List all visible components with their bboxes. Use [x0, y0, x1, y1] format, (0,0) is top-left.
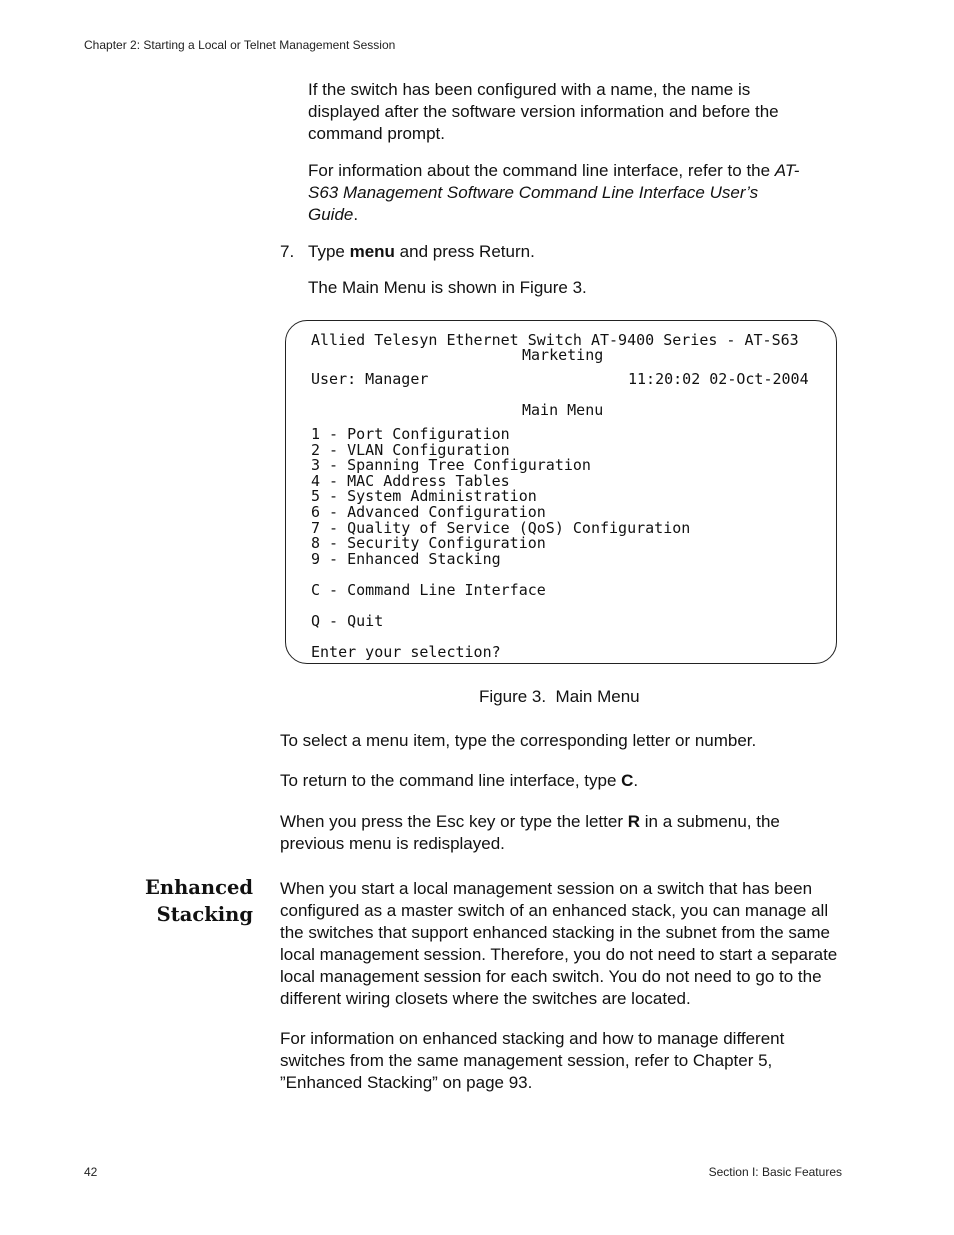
- step-7-post: and press Return.: [394, 242, 535, 261]
- screen-menu-title: Main Menu: [522, 401, 604, 419]
- intro-text-2: For information about the command line interface, refer to the: [308, 161, 775, 180]
- section-paragraph-2: For information on enhanced stacking and how to manage different switches from the same management session, refer to Chapter 5, ”Enhanced Stacking” on page 93.: [280, 1029, 785, 1092]
- menu-command: menu: [349, 242, 395, 261]
- section-paragraph-1: When you start a local management session on a switch that has been configured as a master switch of an enhanced stack, you can manage all the switches that support enhanced stacking in the subnet from the same local management session. Therefore, you do not need to start a separate local management session for each switch. You do not need to go to the different wiring closets where the switches are located.: [280, 879, 838, 1008]
- return-pre: To return to the command line interface, type: [280, 771, 622, 790]
- screen-timestamp: 11:20:02 02-Oct-2004: [628, 370, 809, 388]
- menu-item-port-config[interactable]: 1 - Port Configuration: [311, 425, 510, 443]
- step-7-text: [308, 241, 535, 263]
- return-instruction: [280, 770, 638, 792]
- screen-title-line: Allied Telesyn Ethernet Switch AT-9400 Series - AT-S63: [311, 331, 799, 349]
- menu-item-mac-tables[interactable]: 4 - MAC Address Tables: [311, 471, 510, 490]
- section-heading-line-2: Stacking: [156, 903, 253, 926]
- screen-menu-list: [311, 427, 690, 567]
- menu-item-vlan-config[interactable]: 2 - VLAN Configuration: [311, 440, 510, 459]
- select-instruction: To select a menu item, type the corresponding letter or number.: [280, 731, 757, 750]
- menu-item-qos-config[interactable]: 7 - Quality of Service (QoS) Configuration: [311, 518, 691, 537]
- intro-text-1: If the switch has been configured with a name, the name is displayed after the software version information and before the command prompt.: [308, 80, 779, 143]
- menu-item-cli[interactable]: C - Command Line Interface: [311, 581, 546, 599]
- screen-switch-name: Marketing: [522, 346, 604, 364]
- step-7-result: The Main Menu is shown in Figure 3.: [308, 278, 587, 297]
- return-key: C: [621, 771, 634, 790]
- return-post: .: [633, 771, 639, 790]
- selection-prompt: Enter your selection?: [311, 643, 501, 661]
- menu-item-advanced-config[interactable]: 6 - Advanced Configuration: [311, 502, 546, 521]
- menu-item-spanning-tree[interactable]: 3 - Spanning Tree Configuration: [311, 456, 591, 475]
- step-number: 7.: [280, 242, 295, 261]
- section-heading-line-1: Enhanced: [145, 876, 253, 899]
- figure-caption: Figure 3. Main Menu: [479, 687, 640, 706]
- esc-post: in a submenu, the previous menu is redisplayed.: [280, 812, 780, 853]
- esc-pre: When you press the Esc key or type the letter: [280, 812, 628, 831]
- esc-key: R: [627, 812, 641, 831]
- running-header: Chapter 2: Starting a Local or Telnet Management Session: [84, 38, 396, 52]
- cli-guide-title: AT-S63 Management Software Command Line Interface User’s Guide: [308, 161, 800, 224]
- screen-user: User: Manager: [311, 370, 429, 388]
- intro-text-2-end: .: [353, 205, 359, 224]
- intro-paragraph-2: [308, 160, 808, 226]
- section-heading: [145, 874, 253, 928]
- menu-item-enhanced-stacking[interactable]: 9 - Enhanced Stacking: [311, 549, 501, 568]
- step-7-pre: Type: [308, 242, 350, 261]
- menu-item-system-admin[interactable]: 5 - System Administration: [311, 487, 537, 506]
- page-number: 42: [84, 1165, 98, 1179]
- footer-section: Section I: Basic Features: [708, 1165, 842, 1179]
- esc-instruction: [280, 811, 810, 855]
- menu-item-security-config[interactable]: 8 - Security Configuration: [311, 534, 546, 553]
- menu-item-quit[interactable]: Q - Quit: [311, 612, 384, 630]
- intro-paragraph-1: [308, 79, 818, 145]
